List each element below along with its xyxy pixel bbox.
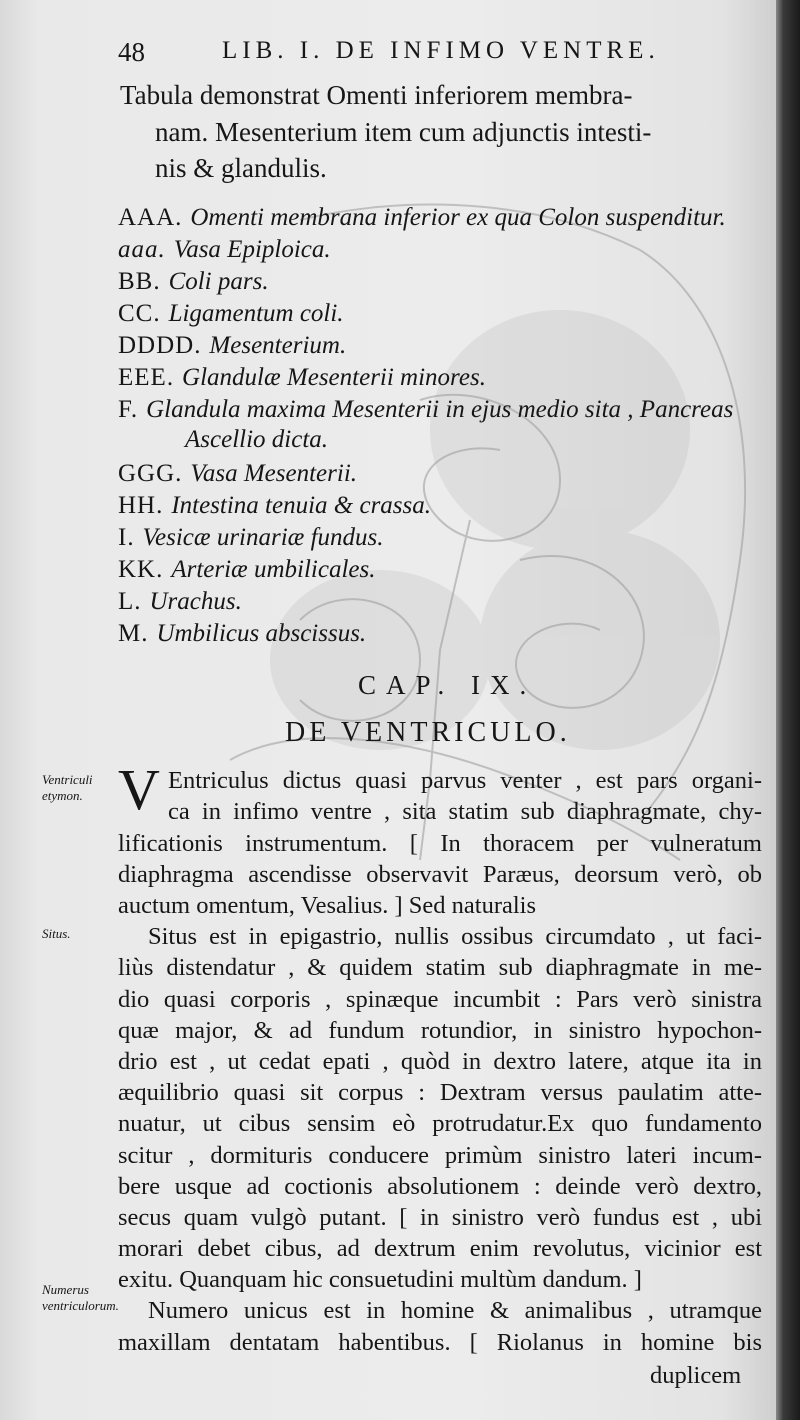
intro-line: nam. Mesenterium item cum adjunctis intesti- <box>155 117 652 147</box>
body-line: nuatur, ut cibus sensim eò protrudatur.Ex quo fundamento <box>118 1110 762 1137</box>
body-line: scitur , dormituris conducere primùm sinistro lateri incum- <box>118 1142 762 1169</box>
body-line: auctum omentum, Vesalius. ] Sed naturalis <box>118 892 537 919</box>
legend-code: HH. <box>118 492 164 519</box>
legend-row <box>118 266 269 296</box>
margin-note-situs: Situs. <box>42 926 71 941</box>
legend-description: Vesicæ urinariæ fundus. <box>142 524 384 551</box>
legend-code: GGG. <box>118 460 183 487</box>
legend-description: Urachus. <box>149 588 242 615</box>
legend-code: L. <box>118 588 142 615</box>
legend-description: Glandula maxima Mesenterii in ejus medio sita , Pancreas <box>146 396 734 423</box>
legend-row <box>118 394 733 424</box>
legend-description: Arteriæ umbilicales. <box>171 556 376 583</box>
legend-code: M. <box>118 620 149 647</box>
page-number: 48 <box>118 37 145 67</box>
body-line: Entriculus dictus quasi parvus venter , est pars organi- <box>168 767 762 794</box>
body-line: dio quasi corporis , spinæque incumbit : Pars verò sinistra <box>118 986 762 1013</box>
legend-row <box>118 522 384 552</box>
legend-code: CC. <box>118 300 161 327</box>
body-line: drio est , ut cedat epati , quòd in dextro latere, atque ita in <box>118 1048 762 1075</box>
legend-description: Coli pars. <box>168 268 269 295</box>
legend-code: aaa. <box>118 236 166 263</box>
book-gutter-shadow <box>776 0 800 1420</box>
body-line: bere usque ad coctionis absolutionem : deinde verò dextro, <box>118 1173 762 1200</box>
legend-row <box>118 234 331 264</box>
body-line: secus quam vulgò putant. [ in sinistro verò fundus est , ubi <box>118 1204 762 1231</box>
legend-code: DDDD. <box>118 332 202 359</box>
catchword: duplicem <box>650 1362 742 1389</box>
legend-row <box>118 618 366 648</box>
legend-continuation: Ascellio dicta. <box>185 426 329 453</box>
body-line: exitu. Quanquam hic consuetudini multùm dandum. ] <box>118 1266 642 1293</box>
legend-description: Glandulæ Mesenterii minores. <box>182 364 486 391</box>
legend-code: KK. <box>118 556 164 583</box>
legend-row <box>118 330 346 360</box>
legend-code: BB. <box>118 268 161 295</box>
intro-line: Tabula demonstrat Omenti inferiorem membra- <box>120 80 633 110</box>
body-line: quæ major, & ad fundum rotundior, in sinistro hypochon- <box>118 1017 762 1044</box>
legend-row <box>118 202 726 232</box>
legend-row <box>118 554 375 584</box>
legend-row <box>118 362 486 392</box>
legend-description: Mesenterium. <box>209 332 347 359</box>
legend-code: F. <box>118 396 139 423</box>
chapter-title: DE VENTRICULO. <box>285 717 571 748</box>
body-line: liùs distendatur , & quidem statim sub diaphragmate in me- <box>118 954 762 981</box>
running-head: LIB. I. DE INFIMO VENTRE. <box>222 37 660 64</box>
legend-description: Vasa Epiploica. <box>173 236 331 263</box>
body-line: Situs est in epigastrio, nullis ossibus circumdato , ut faci- <box>148 923 762 950</box>
drop-cap: V <box>118 757 160 822</box>
legend-row <box>118 458 357 488</box>
legend-description: Umbilicus abscissus. <box>156 620 367 647</box>
body-line: ca in infimo ventre , sita statim sub diaphragmate, chy- <box>168 798 762 825</box>
legend-row <box>118 298 344 328</box>
legend-code: EEE. <box>118 364 175 391</box>
margin-note-etymon: Ventriculi etymon. <box>42 772 93 803</box>
chapter-number: CAP. IX. <box>358 670 537 700</box>
legend-code: I. <box>118 524 135 551</box>
intro-line: nis & glandulis. <box>155 153 327 183</box>
body-line: Numero unicus est in homine & animalibus , utramque <box>148 1297 762 1324</box>
legend-code: AAA. <box>118 204 183 231</box>
legend-description: Ligamentum coli. <box>168 300 344 327</box>
legend-row <box>118 586 242 616</box>
body-line: morari debet cibus, ad dextrum enim revolutus, vicinior est <box>118 1235 762 1262</box>
legend-description: Omenti membrana inferior ex qua Colon suspenditur. <box>190 204 726 231</box>
body-line: æquilibrio quasi sit corpus : Dextram versus paulatim atte- <box>118 1079 762 1106</box>
legend-description: Vasa Mesenterii. <box>190 460 358 487</box>
bleed-shadow-1 <box>430 310 690 550</box>
body-line: lificationis instrumentum. [ In thoracem per vulneratum <box>118 830 762 857</box>
body-line: diaphragma ascendisse observavit Paræus, deorsum verò, ob <box>118 861 762 888</box>
legend-description: Intestina tenuia & crassa. <box>171 492 432 519</box>
body-line: maxillam dentatam habentibus. [ Riolanus in homine bis <box>118 1329 762 1356</box>
legend-row <box>118 490 431 520</box>
margin-note-numerus: Numerus ventriculorum. <box>42 1282 119 1313</box>
